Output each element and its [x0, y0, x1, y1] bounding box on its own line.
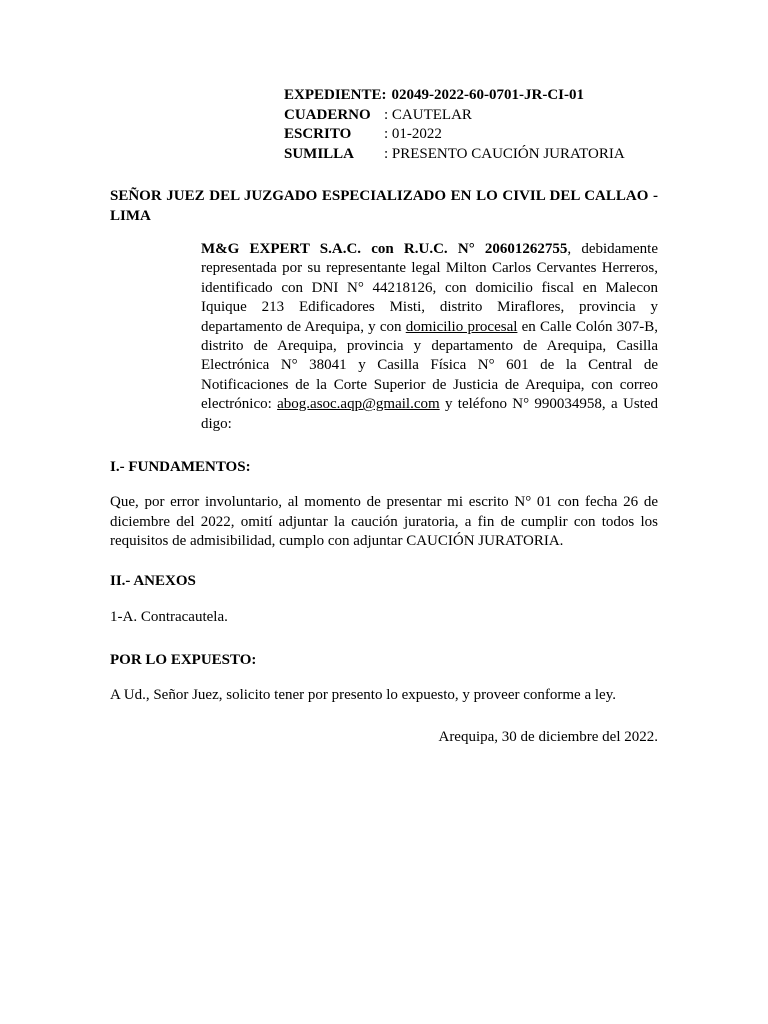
cuaderno-value: : CAUTELAR — [384, 106, 472, 123]
escrito-label: ESCRITO — [284, 126, 352, 142]
domicilio-procesal: domicilio procesal — [405, 318, 518, 335]
place-date: Arequipa, 30 de diciembre del 2022. — [438, 729, 658, 745]
expediente-row — [284, 86, 625, 106]
escrito-row — [284, 125, 625, 145]
cuaderno-row — [284, 106, 625, 126]
intro-text-1: , debidamente representada por su representante legal Milton Carlos Cervantes Herreros, identificado con DNI N° 44218126, con domicilio fiscal en Malecon Iquique 213 Edificadores Misti, distrito Miraflores, provincia y departamento de Arequipa, y con — [201, 241, 658, 335]
expuesto-heading: POR LO EXPUESTO: — [110, 652, 257, 668]
intro-text-2: en Calle Colón 307-B, distrito de Arequipa, provincia y departamento de Arequipa, Casilla Electrónica N° 38041 y Casilla Física N° 601 de la Central de Notificaciones de la Corte Superior de Justicia de Arequipa, con correo electrónico: — [201, 318, 658, 413]
anexos-item: 1-A. Contracautela. — [110, 609, 228, 625]
sumilla-value: : PRESENTO CAUCIÓN JURATORIA — [384, 145, 625, 162]
intro-text-3: y teléfono N° 990034958, a Usted digo: — [201, 396, 658, 432]
cuaderno-label: CUADERNO — [284, 106, 371, 123]
expediente-label: EXPEDIENTE: — [284, 87, 387, 103]
sumilla-label: SUMILLA — [284, 145, 355, 162]
fundamentos-heading: I.- FUNDAMENTOS: — [110, 459, 251, 475]
case-header — [284, 86, 625, 164]
company-identification: M&G EXPERT S.A.C. con R.U.C. N° 20601262755 — [201, 241, 568, 257]
addressee: SEÑOR JUEZ DEL JUZGADO ESPECIALIZADO EN LO CIVIL DEL CALLAO - LIMA — [110, 188, 658, 224]
sumilla-row — [284, 145, 625, 165]
intro-paragraph — [201, 240, 658, 434]
escrito-value: : 01-2022 — [384, 126, 442, 142]
expuesto-text: A Ud., Señor Juez, solicito tener por presento lo expuesto, y proveer conforme a ley. — [110, 687, 616, 703]
fundamentos-text: Que, por error involuntario, al momento de presentar mi escrito N° 01 con fecha 26 de diciembre del 2022, omití adjuntar la caución juratoria, a fin de cumplir con todos los requisitos de admisibilidad, cumplo con adjuntar CAUCIÓN JURATORIA. — [110, 494, 658, 549]
expediente-value: 02049-2022-60-0701-JR-CI-01 — [391, 87, 585, 103]
email-link[interactable]: abog.asoc.aqp@gmail.com — [277, 396, 440, 413]
anexos-heading: II.- ANEXOS — [110, 573, 196, 589]
